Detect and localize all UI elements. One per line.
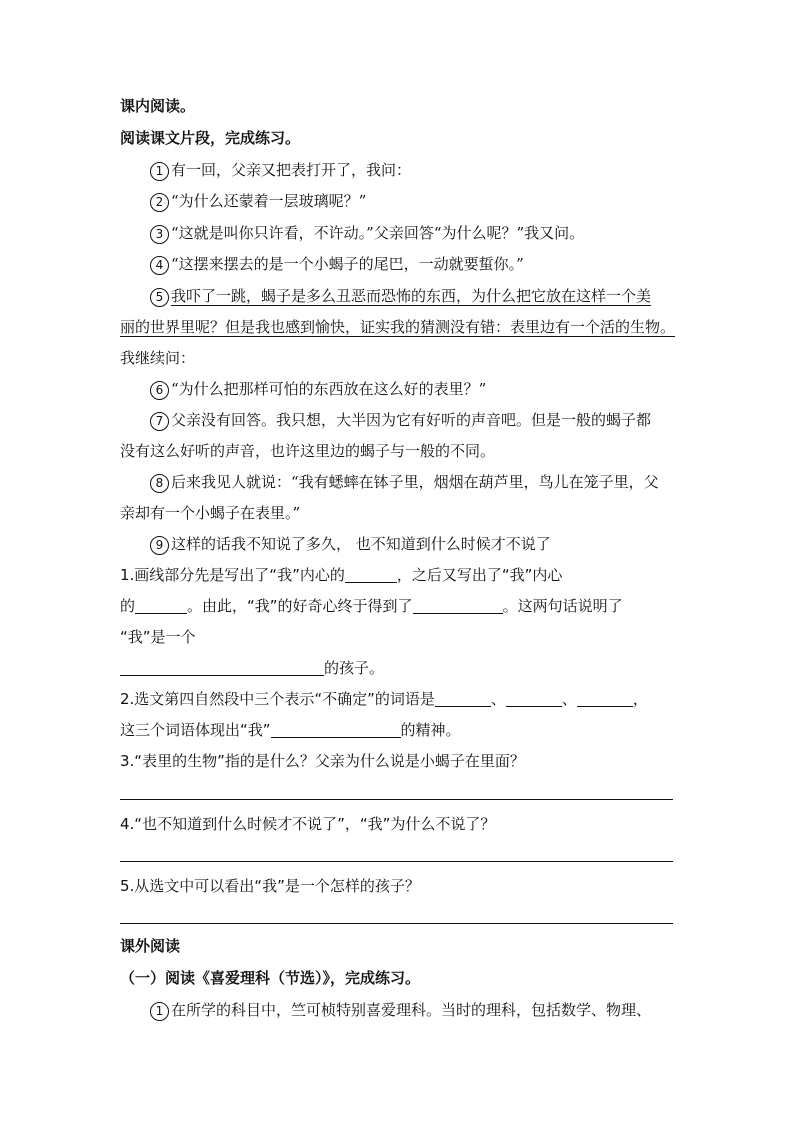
paragraph-5-line-3: 我继续问： [120, 349, 196, 367]
answer-blank[interactable] [135, 599, 187, 614]
paragraph-text: “这就是叫你只许看，不许动。”父亲回答“为什么呢？”我又问。 [171, 224, 585, 242]
underlined-text: 我吓了一跳，蝎子是多么丑恶而恐怖的东西，为什么把它放在这样一个美 [171, 287, 652, 305]
paragraph-4 [150, 254, 524, 275]
question-text: 2.选文第四自然段中三个表示“不确定”的词语是 [120, 690, 435, 708]
separator: 、 [490, 690, 506, 708]
answer-line[interactable] [120, 861, 673, 862]
separator: ， [632, 690, 648, 708]
question-text: 的 [120, 597, 136, 615]
answer-blank[interactable] [345, 568, 397, 583]
paragraph-6 [150, 379, 486, 400]
question-1-line-4 [120, 658, 384, 678]
paragraph-text: 这样的话我不知说了多久， 也不知道到什么时候才不说了 [171, 535, 551, 553]
paragraph-text: “这摆来摆去的是一个小蝎子的尾巴，一动就要蜇你。” [171, 255, 524, 273]
question-2-line-2 [120, 720, 461, 740]
question-2-line-1 [120, 689, 648, 709]
circled-number: 3 [150, 225, 169, 244]
answer-blank[interactable] [120, 661, 324, 676]
paragraph-text: 有一回，父亲又把表打开了，我问： [171, 161, 412, 179]
question-4: 4.“也不知道到什么时候才不说了”，“我”为什么不说了？ [120, 815, 496, 833]
question-5: 5.从选文中可以看出“我”是一个怎样的孩子？ [120, 877, 420, 895]
paragraph-5-line-2 [120, 317, 675, 337]
circled-number: 2 [150, 193, 169, 212]
section-instruction-in-class: 阅读课文片段，完成练习。 [120, 129, 301, 147]
section-title-out-class: 课外阅读 [120, 937, 181, 955]
answer-blank[interactable] [435, 692, 491, 707]
question-text: 。这两句话说明了 [502, 597, 623, 615]
paragraph-8-line-1 [150, 472, 659, 493]
underlined-text: 丽的世界里呢？但是我也感到愉快，证实我的猜测没有错：表里边有一个活的生物。 [120, 318, 676, 336]
circled-number: 9 [150, 536, 169, 555]
answer-line[interactable] [120, 923, 673, 924]
circled-number: 7 [150, 412, 169, 431]
question-text: 1.画线部分先是写出了“我”内心的 [120, 566, 345, 584]
paragraph-text: 父亲没有回答。我只想，大半因为它有好听的声音吧。但是一般的蝎子都 [171, 411, 652, 429]
question-3: 3.“表里的生物”指的是什么？父亲为什么说是小蝎子在里面？ [120, 752, 525, 770]
circled-number: 1 [150, 162, 169, 181]
paragraph-7-line-1 [150, 410, 651, 431]
paragraph-1 [150, 160, 411, 181]
section-title-in-class: 课内阅读。 [120, 97, 196, 115]
paragraph-8-line-2: 亲却有一个小蝎子在表里。” [120, 504, 301, 522]
circled-number: 1 [150, 1002, 169, 1021]
question-1-line-1 [120, 565, 562, 585]
paragraph-7-line-2: 没有这么好听的声音，也许这里边的蝎子与一般的不同。 [120, 442, 496, 460]
paragraph-text: 后来我见人就说：“我有蟋蟀在钵子里，烟烟在葫芦里，鸟儿在笼子里，父 [171, 473, 659, 491]
question-text: 的精神。 [400, 721, 461, 739]
separator: 、 [561, 690, 577, 708]
answer-blank[interactable] [271, 723, 401, 738]
circled-number: 6 [150, 381, 169, 400]
question-text: 的孩子。 [324, 659, 385, 677]
answer-line[interactable] [120, 799, 673, 800]
paragraph-text: “为什么把那样可怕的东西放在这么好的表里？” [171, 380, 487, 398]
question-1-line-3: “我”是一个 [120, 628, 196, 646]
paragraph-9 [150, 534, 551, 555]
answer-blank[interactable] [413, 599, 503, 614]
paragraph-5-line-1 [150, 286, 651, 307]
question-text: ，之后又写出了“我”内心 [396, 566, 563, 584]
paragraph-text: 在所学的科目中，竺可桢特别喜爱理科。当时的理科，包括数学、物理、 [171, 1001, 652, 1019]
paragraph-text: “为什么还蒙着一层玻璃呢？” [171, 192, 367, 210]
section-instruction-out-class: （一）阅读《喜爱理科（节选）》，完成练习。 [120, 969, 421, 987]
paragraph-3 [150, 223, 584, 244]
question-1-line-2 [120, 596, 623, 616]
answer-blank[interactable] [577, 692, 633, 707]
circled-number: 4 [150, 256, 169, 275]
passage2-paragraph-1 [150, 1000, 651, 1021]
circled-number: 5 [150, 288, 169, 307]
circled-number: 8 [150, 474, 169, 493]
answer-blank[interactable] [506, 692, 562, 707]
question-text: 这三个词语体现出“我” [120, 721, 271, 739]
paragraph-2 [150, 191, 366, 212]
question-text: 。由此，“我”的好奇心终于得到了 [187, 597, 413, 615]
